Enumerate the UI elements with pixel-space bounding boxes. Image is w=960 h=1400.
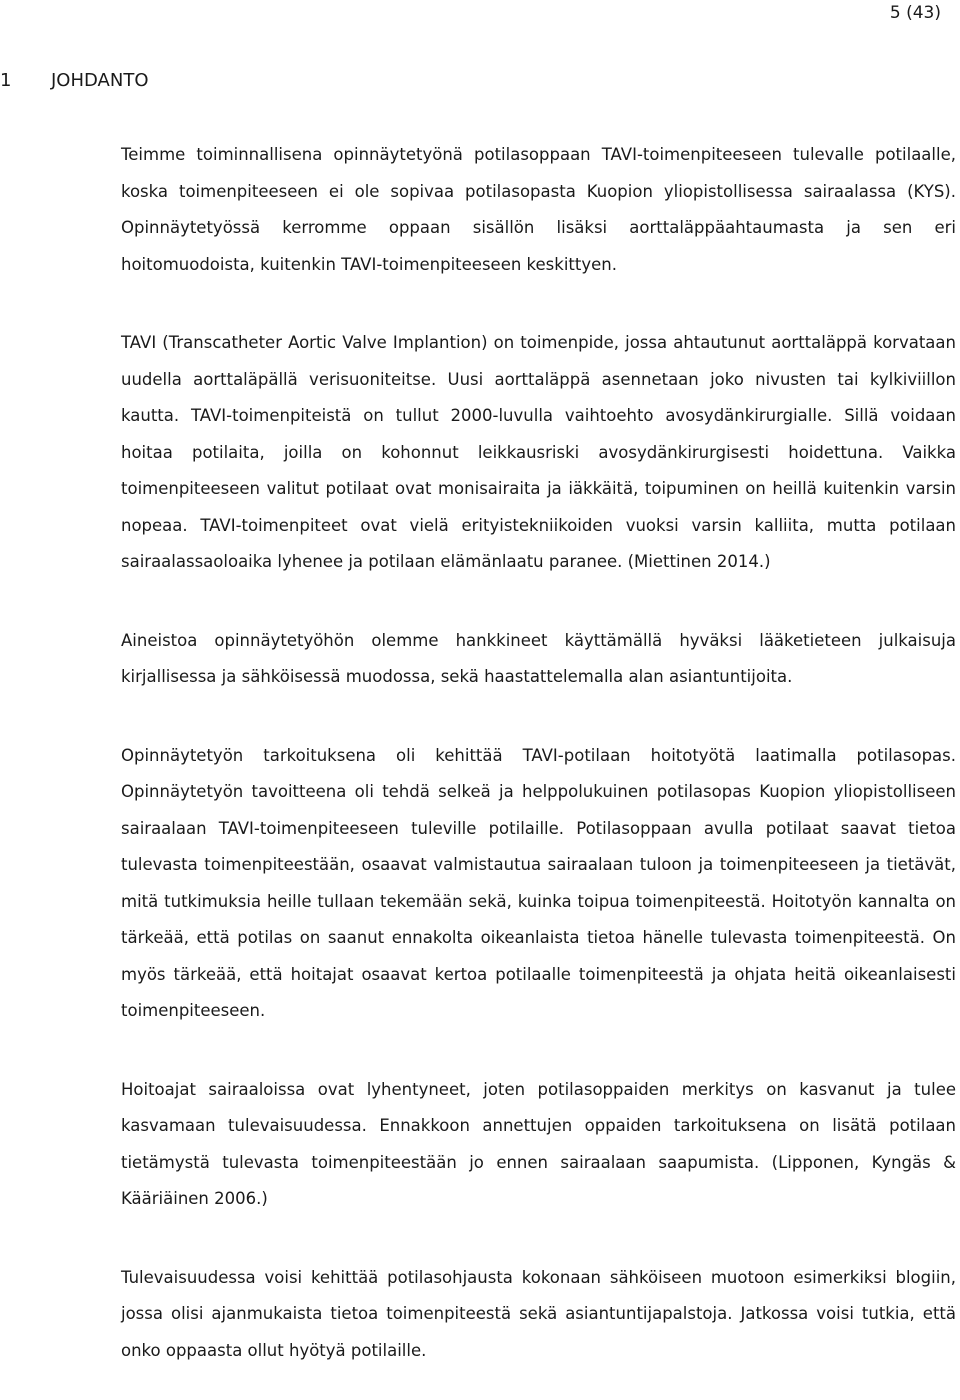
- paragraph-4: Opinnäytetyön tarkoituksena oli kehittää TAVI-potilaan hoitotyötä laatimalla potilasopas. Opinnäytetyön tavoitteena oli tehdä selkeä ja helppolukuinen potilasopas Kuopion yliopistolliseen sairaalaan TAVI-toimenpiteeseen tuleville potilaille. Potilasoppaan avulla potilaat saavat tietoa tulevasta toimenpiteestään, osaavat valmistautua sairaalaan tuloon ja toimenpiteeseen ja tietävät, mitä tutkimuksia heille tullaan tekemään sekä, kuinka toipua toimenpiteestä. Hoitotyön kannalta on tärkeää, että potilas on saanut ennakolta oikeanlaista tietoa hänelle tulevasta toimenpiteestä. On myös tärkeää, että hoitajat osaavat kertoa potilaalle toimenpiteestä ja ohjata heitä oikeanlaisesti toimenpiteeseen.: [121, 745, 956, 1020]
- paragraph-3: Aineistoa opinnäytetyöhön olemme hankkineet käyttämällä hyväksi lääketieteen julkaisuja kirjallisessa ja sähköisessä muodossa, sekä haastattelemalla alan asiantuntijoita.: [121, 630, 956, 686]
- paragraph-6: Tulevaisuudessa voisi kehittää potilasohjausta kokonaan sähköiseen muotoon esimerkiksi blogiin, jossa olisi ajanmukaista tietoa toimenpiteestä sekä asiantuntijapalstoja. Jatkossa voisi tutkia, että onko oppaasta ollut hyötyä potilaille.: [121, 1267, 956, 1360]
- paragraph-2: TAVI (Transcatheter Aortic Valve Implantion) on toimenpide, jossa ahtautunut aorttaläppä korvataan uudella aorttaläpällä verisuoniteitse. Uusi aorttaläppä asennetaan joko nivusten tai kylkiviillon kautta. TAVI-toimenpiteistä on tullut 2000-luvulla vaihtoehto avosydänkirurgialle. Sillä voidaan hoitaa potilaita, joilla on kohonnut leikkausriski avosydänkirurgisesti hoidettuna. Vaikka toimenpiteeseen valitut potilaat ovat monisairaita ja iäkkäitä, toipuminen on heillä kuitenkin varsin nopeaa. TAVI-toimenpiteet ovat vielä erityistekniikoiden vuoksi varsin kalliita, mutta potilaan sairaalassaoloaika lyhenee ja potilaan elämänlaatu paranee. (Miettinen 2014.): [121, 333, 956, 571]
- section-heading: [0, 69, 960, 93]
- paragraph-5: Hoitoajat sairaaloissa ovat lyhentyneet, joten potilasoppaiden merkitys on kasvanut ja tulee kasvamaan tulevaisuudessa. Ennakkoon annettujen oppaiden tarkoituksena on lisätä potilaan tietämystä tulevasta toimenpiteestään jo ennen sairaalaan saapumista. (Lipponen, Kyngäs & Kääriäinen 2006.): [121, 1079, 956, 1208]
- page-number: 5 (43): [889, 3, 941, 23]
- section-title: JOHDANTO: [51, 70, 149, 91]
- body-text: [121, 137, 956, 1369]
- section-number: 1: [0, 70, 12, 91]
- paragraph-1: Teimme toiminnallisena opinnäytetyönä potilasoppaan TAVI-toimenpiteeseen tulevalle potilaalle, koska toimenpiteeseen ei ole sopivaa potilasopasta Kuopion yliopistollisessa sairaalassa (KYS). Opinnäytetyössä kerromme oppaan sisällön lisäksi aorttaläppäahtaumasta ja sen eri hoitomuodoista, kuitenkin TAVI-toimenpiteeseen keskittyen.: [121, 145, 956, 274]
